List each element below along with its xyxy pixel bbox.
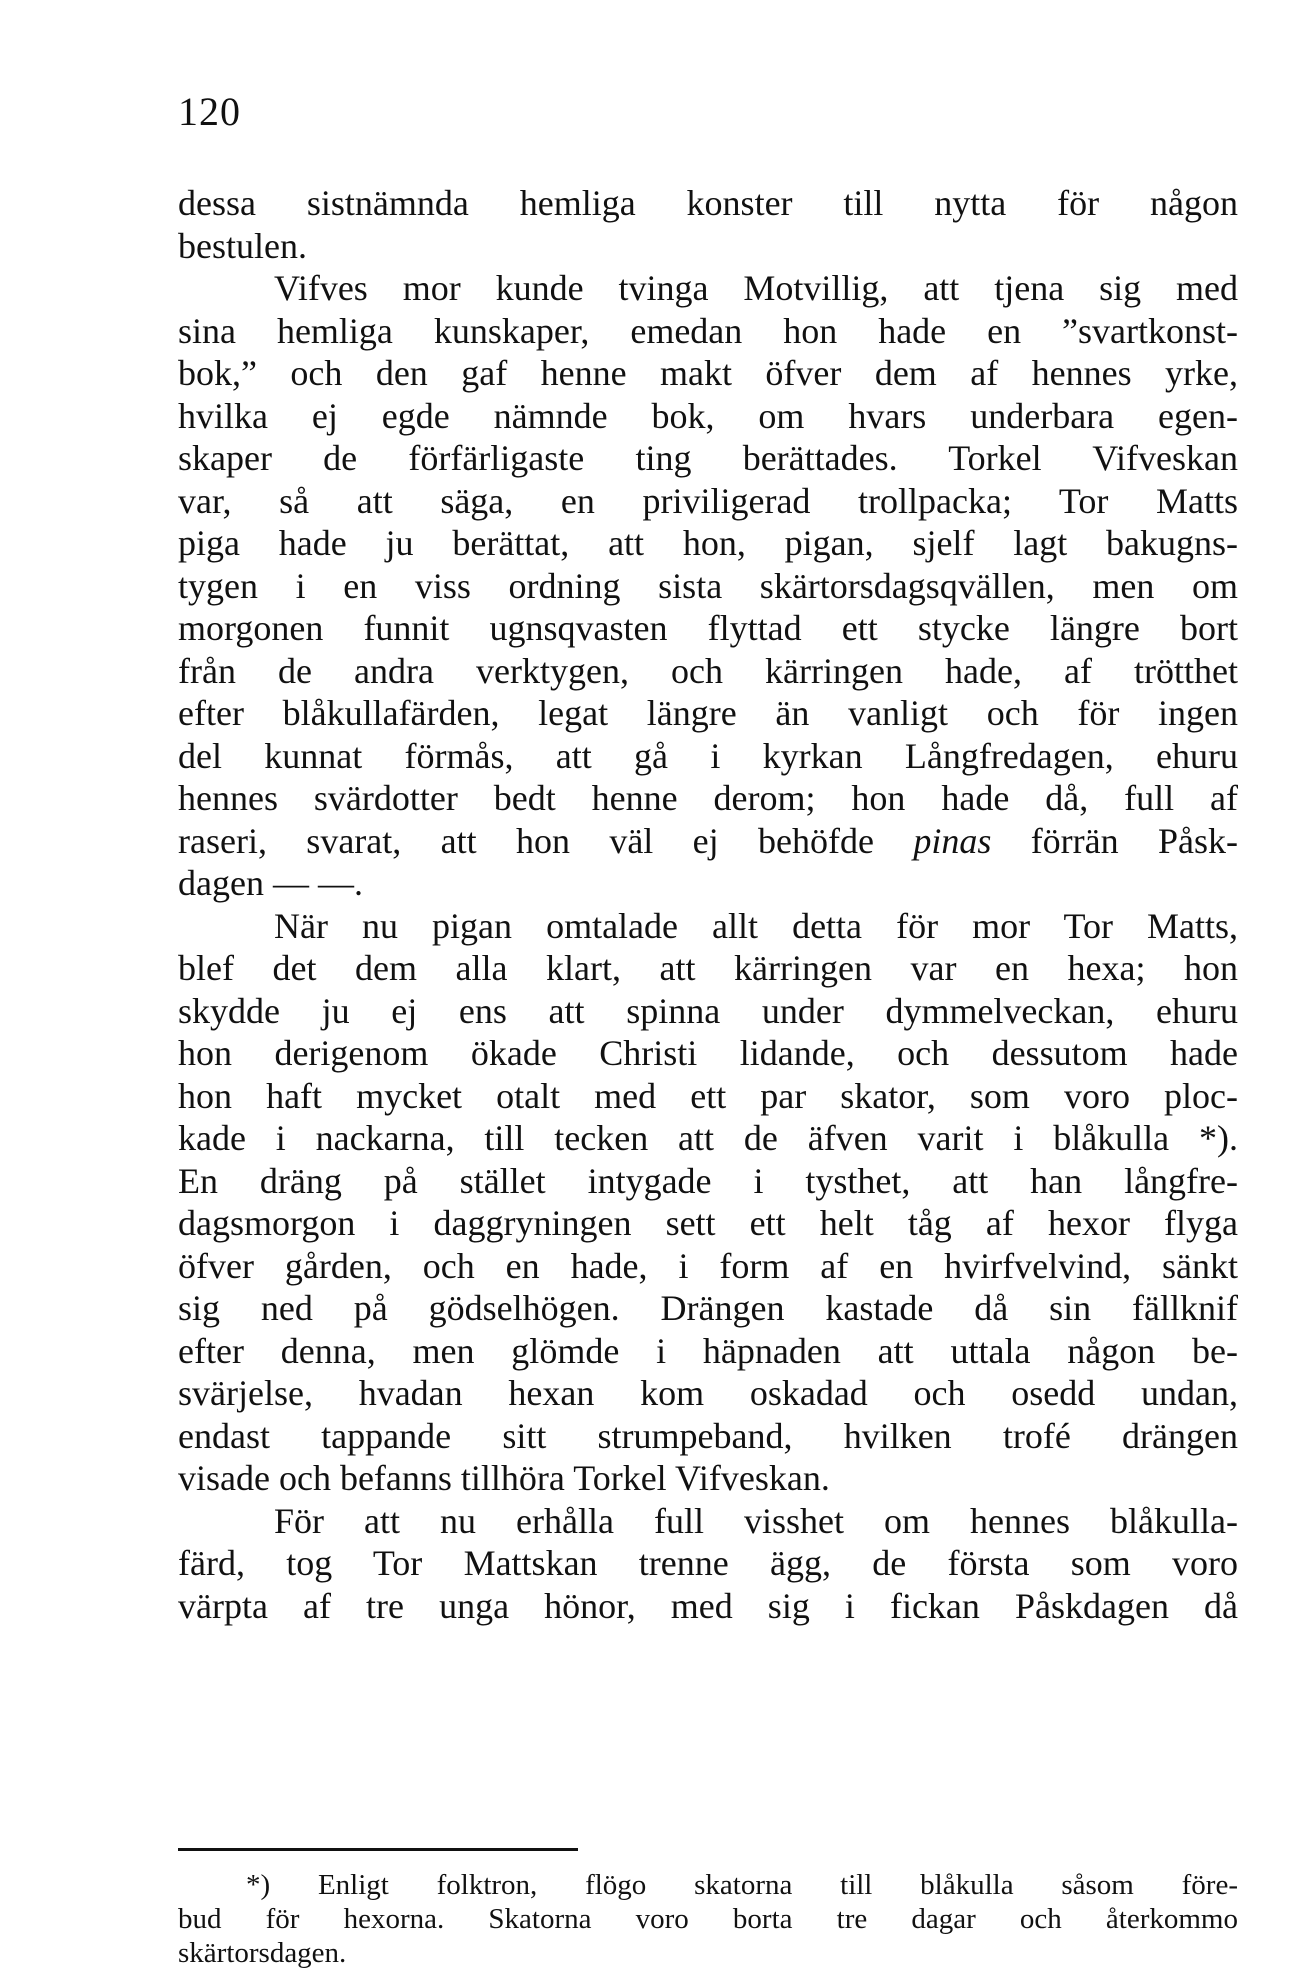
text-line: tygen i en viss ordning sista skärtorsdagsqvällen, men om [178, 565, 1238, 606]
text-line: dagen — —. [178, 863, 363, 903]
page-number: 120 [178, 89, 241, 134]
text-line: endast tappande sitt strumpeband, hvilken trofé drängen [178, 1415, 1238, 1456]
text-line: efter denna, men glömde i häpnaden att uttala någon be- [178, 1330, 1238, 1371]
text-line: sig ned på gödselhögen. Drängen kastade då sin fällknif [178, 1288, 1238, 1328]
text-line: kade i nackarna, till tecken att de äfven varit i blåkulla *). [178, 1118, 1238, 1158]
text-line: värpta af tre unga hönor, med sig i fickan Påskdagen då [178, 1585, 1238, 1626]
text-segment: förrän Påsk- [1030, 820, 1238, 861]
italic-word: pinas [913, 820, 992, 861]
text-line: blef det dem alla klart, att kärringen var en hexa; hon [178, 948, 1238, 988]
text-line: från de andra verktygen, och kärringen hade, af trötthet [178, 650, 1238, 691]
text-line: bok,” och den gaf henne makt öfver dem af hennes yrke, [178, 353, 1238, 393]
text-line [178, 820, 1238, 863]
text-line: dessa sistnämnda hemliga konster till nytta för någon [178, 183, 1238, 223]
footnote-line: bud för hexorna. Skatorna voro borta tre dagar och återkommo [178, 1903, 1238, 1935]
text-line: öfver gården, och en hade, i form af en hvirfvelvind, sänkt [178, 1245, 1238, 1286]
footnote-divider [178, 1848, 578, 1851]
text-line: När nu pigan omtalade allt detta för mor Tor Matts, [274, 905, 1238, 946]
text-line: sina hemliga kunskaper, emedan hon hade en ”svartkonst- [178, 310, 1238, 351]
text-line: del kunnat förmås, att gå i kyrkan Långfredagen, ehuru [178, 735, 1238, 776]
text-line: färd, tog Tor Mattskan trenne ägg, de första som voro [178, 1543, 1238, 1583]
text-line: piga hade ju berättat, att hon, pigan, sjelf lagt bakugns- [178, 523, 1238, 563]
text-line: visade och befanns tillhöra Torkel Vifveskan. [178, 1458, 830, 1498]
text-line: morgonen funnit ugnsqvasten flyttad ett stycke längre bort [178, 608, 1238, 648]
text-line: hon derigenom ökade Christi lidande, och dessutom hade [178, 1033, 1238, 1073]
footnote [178, 1868, 1238, 1970]
footnote-line: skärtorsdagen. [178, 1937, 347, 1969]
text-line: skaper de förfärligaste ting berättades. Torkel Vifveskan [178, 438, 1238, 478]
text-line: hon haft mycket otalt med ett par skator, som voro ploc- [178, 1075, 1238, 1116]
text-line: En dräng på stället intygade i tysthet, att han långfre- [178, 1160, 1238, 1201]
text-line: Vifves mor kunde tvinga Motvillig, att tjena sig med [274, 268, 1238, 308]
text-segment: raseri, svarat, att hon väl ej behöfde [178, 820, 874, 861]
text-line: efter blåkullafärden, legat längre än vanligt och för ingen [178, 693, 1238, 733]
text-line: svärjelse, hvadan hexan kom oskadad och osedd undan, [178, 1373, 1238, 1413]
text-line: hennes svärdotter bedt henne derom; hon hade då, full af [178, 778, 1238, 818]
text-line: För att nu erhålla full visshet om hennes blåkulla- [274, 1500, 1238, 1541]
text-line: var, så att säga, en priviligerad trollpacka; Tor Matts [178, 480, 1238, 521]
body-text [178, 182, 1238, 1627]
text-line: skydde ju ej ens att spinna under dymmelveckan, ehuru [178, 990, 1238, 1031]
footnote-line: *) Enligt folktron, flögo skatorna till blåkulla såsom före- [246, 1869, 1238, 1901]
text-line: bestulen. [178, 225, 307, 266]
text-line: hvilka ej egde nämnde bok, om hvars underbara egen- [178, 395, 1238, 436]
text-line: dagsmorgon i daggryningen sett ett helt tåg af hexor flyga [178, 1203, 1238, 1243]
